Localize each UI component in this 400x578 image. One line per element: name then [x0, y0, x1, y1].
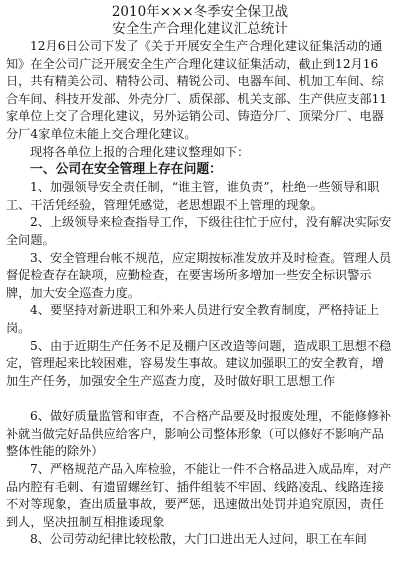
intro-paragraph: 12月6日公司下发了《关于开展安全生产合理化建议征集活动的通知》在全公司广泛开展安全生产合理化建议征集活动，截止到12月16日，共有精美公司、精特公司、精锐公司、电器车间、机加工车间、综合车间、科技开发部、外壳分厂、质保部、机关支部、生产供应支部11家单位上交了合理化建议，另外运销公司、铸造分厂、顶梁分厂、电器分厂4家单位未能上交合理化建议。: [6, 39, 388, 141]
suggestion-item-4: 4、要坚持对新进职工和外来人员进行安全教育制度，严格持证上岗。: [6, 303, 380, 335]
suggestion-item-7: 7、严格规范产品入库检验，不能让一件不合格品进入成品库，对产品内腔有毛刺、有遗留螺丝钉、插件组装不牢固、线路凌乱、线路连接不对等现象，查出质量事故，要严惩，迅速做出处罚并追究原因，责任到人，坚决扭制互相推诿现象: [6, 462, 392, 529]
document-title-line1: 2010年×××冬季安全保卫战: [111, 4, 289, 20]
suggestion-item-5: 5、由于近期生产任务不足及棚户区改造等问题，造成职工思想不稳定，管理起来比较困难，容易发生事故。建议加强职工的安全教育，增加生产任务，加强安全生产巡查力度，及时做好职工思想工作: [6, 338, 392, 388]
suggestion-item-8: 8、公司劳动纪律比较松散，大门口进出无人过问，职工在车间: [30, 532, 367, 547]
suggestion-item-6: 6、做好质量监管和审查，不合格产品要及时报废处理，不能修修补补就当做完好品供应给客户，影响公司整体形象（可以修好不影响产品整体性能的除外）: [6, 409, 392, 459]
document-title-line2: 安全生产合理化建议汇总统计: [112, 21, 288, 37]
suggestion-item-3: 3、安全管理台帐不规范，应定期按标准发放并及时检查。管理人员督促检查存在缺项，应勤检查，在要害场所多增加一些安全标识警示牌，加大安全巡查力度。: [6, 250, 392, 300]
paragraph-gap: [6, 390, 394, 408]
suggestion-item-2: 2、上级领导来检查指导工作，下级往往忙于应付，没有解决实际安全问题。: [6, 215, 392, 247]
summary-line: 现将各单位上报的合理化建议整理如下：: [30, 144, 250, 159]
suggestion-item-1: 1、加强领导安全责任制，“谁主管，谁负责”，杜绝一些领导和职工、干活凭经验，管理凭感觉，老思想跟不上管理的现象。: [6, 180, 380, 212]
section-heading: 一、公司在安全管理上存在问题：: [30, 162, 222, 178]
